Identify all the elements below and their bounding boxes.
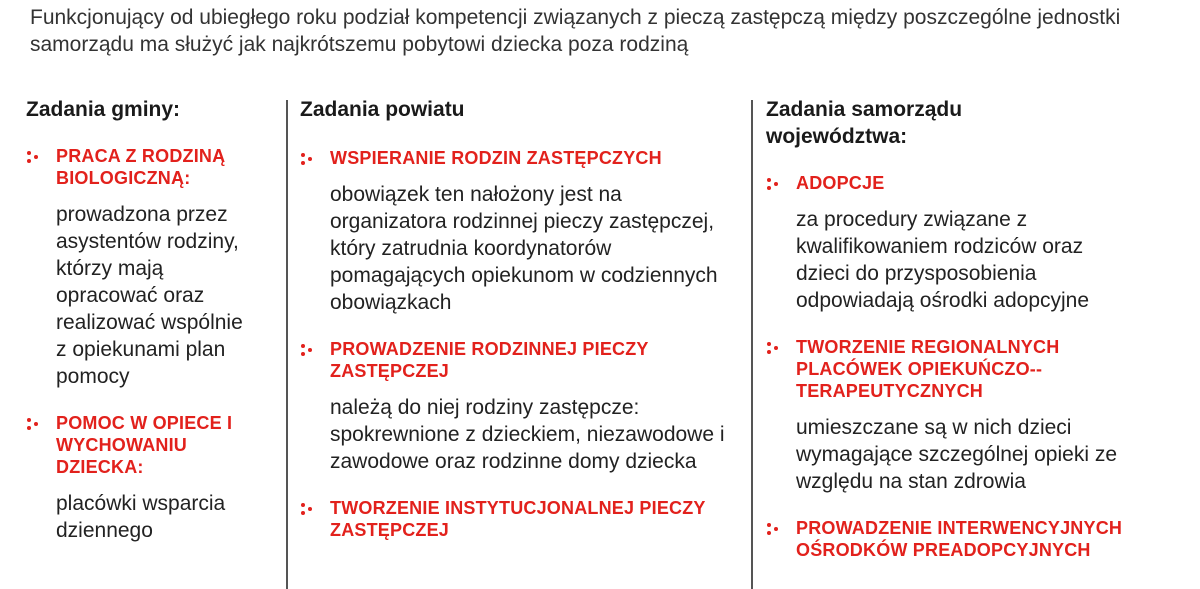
task-item: [300, 338, 740, 475]
column-heading: Zadania gminy:: [26, 98, 181, 121]
intro-text: Funkcjonujący od ubiegłego roku podział kompetencji związanych z pieczą zastępczą między poszczególne jednostki samorządu ma służyć jak najkrótszemu pobytowi dziecka poza rodziną: [30, 6, 1121, 56]
task-text: za procedury związane z kwalifikowaniem rodziców oraz dzieci do przysposobienia odpowiadają ośrodki adopcyjne: [796, 208, 1090, 312]
task-title: PRACA Z RODZINĄ BIOLOGICZNĄ:: [26, 145, 266, 189]
task-title: POMOC W OPIECE I WYCHOWANIU DZIECKA:: [26, 412, 236, 478]
task-text: należą do niej rodziny zastępcze: spokrewnione z dzieckiem, niezawodowe i zawodowe oraz rodzinne domy dziecka: [330, 396, 725, 473]
arrow-bullet-icon: [300, 152, 318, 166]
task-item: [766, 172, 1186, 314]
task-title: ADOPCJE: [766, 172, 1186, 194]
arrow-bullet-icon: [300, 343, 318, 357]
task-item: [766, 336, 1186, 495]
arrow-bullet-icon: [26, 417, 44, 431]
column-heading: Zadania samorządu województwa:: [766, 98, 963, 148]
task-text: prowadzona przez asystentów rodziny, którzy mają opracować oraz realizować wspólnie z opiekunami plan pomocy: [56, 203, 243, 388]
task-item: [26, 145, 266, 390]
task-item: [300, 497, 740, 541]
task-item: [766, 517, 1186, 561]
task-title: PROWADZENIE INTERWENCYJNYCH OŚRODKÓW PREADOPCYJNYCH: [766, 517, 1176, 561]
arrow-bullet-icon: [26, 150, 44, 164]
column-divider: [286, 100, 288, 589]
arrow-bullet-icon: [766, 177, 784, 191]
arrow-bullet-icon: [766, 341, 784, 355]
task-item: [26, 412, 266, 544]
task-text: umieszczane są w nich dzieci wymagające szczególnej opieki ze względu na stan zdrowia: [796, 416, 1117, 493]
column-heading: Zadania powiatu: [300, 98, 465, 121]
arrow-bullet-icon: [300, 502, 318, 516]
task-title: WSPIERANIE RODZIN ZASTĘPCZYCH: [300, 147, 740, 169]
task-title: PROWADZENIE RODZINNEJ PIECZY ZASTĘPCZEJ: [300, 338, 700, 382]
task-title: TWORZENIE REGIONALNYCH PLACÓWEK OPIEKUŃCZO--TERAPEUTYCZNYCH: [766, 336, 1116, 402]
column-powiat: [300, 96, 740, 563]
column-divider: [751, 100, 753, 589]
task-text: obowiązek ten nałożony jest na organizatora rodzinnej pieczy zastępczej, który zatrudnia koordynatorów pomagających opiekunom w codziennych obowiązkach: [330, 183, 718, 314]
task-item: [300, 147, 740, 316]
arrow-bullet-icon: [766, 522, 784, 536]
task-text: placówki wsparcia dziennego: [56, 492, 226, 542]
column-gmina: [26, 96, 266, 566]
column-wojewodztwo: [766, 96, 1186, 583]
task-title: TWORZENIE INSTYTUCJONALNEJ PIECZY ZASTĘPCZEJ: [300, 497, 750, 541]
